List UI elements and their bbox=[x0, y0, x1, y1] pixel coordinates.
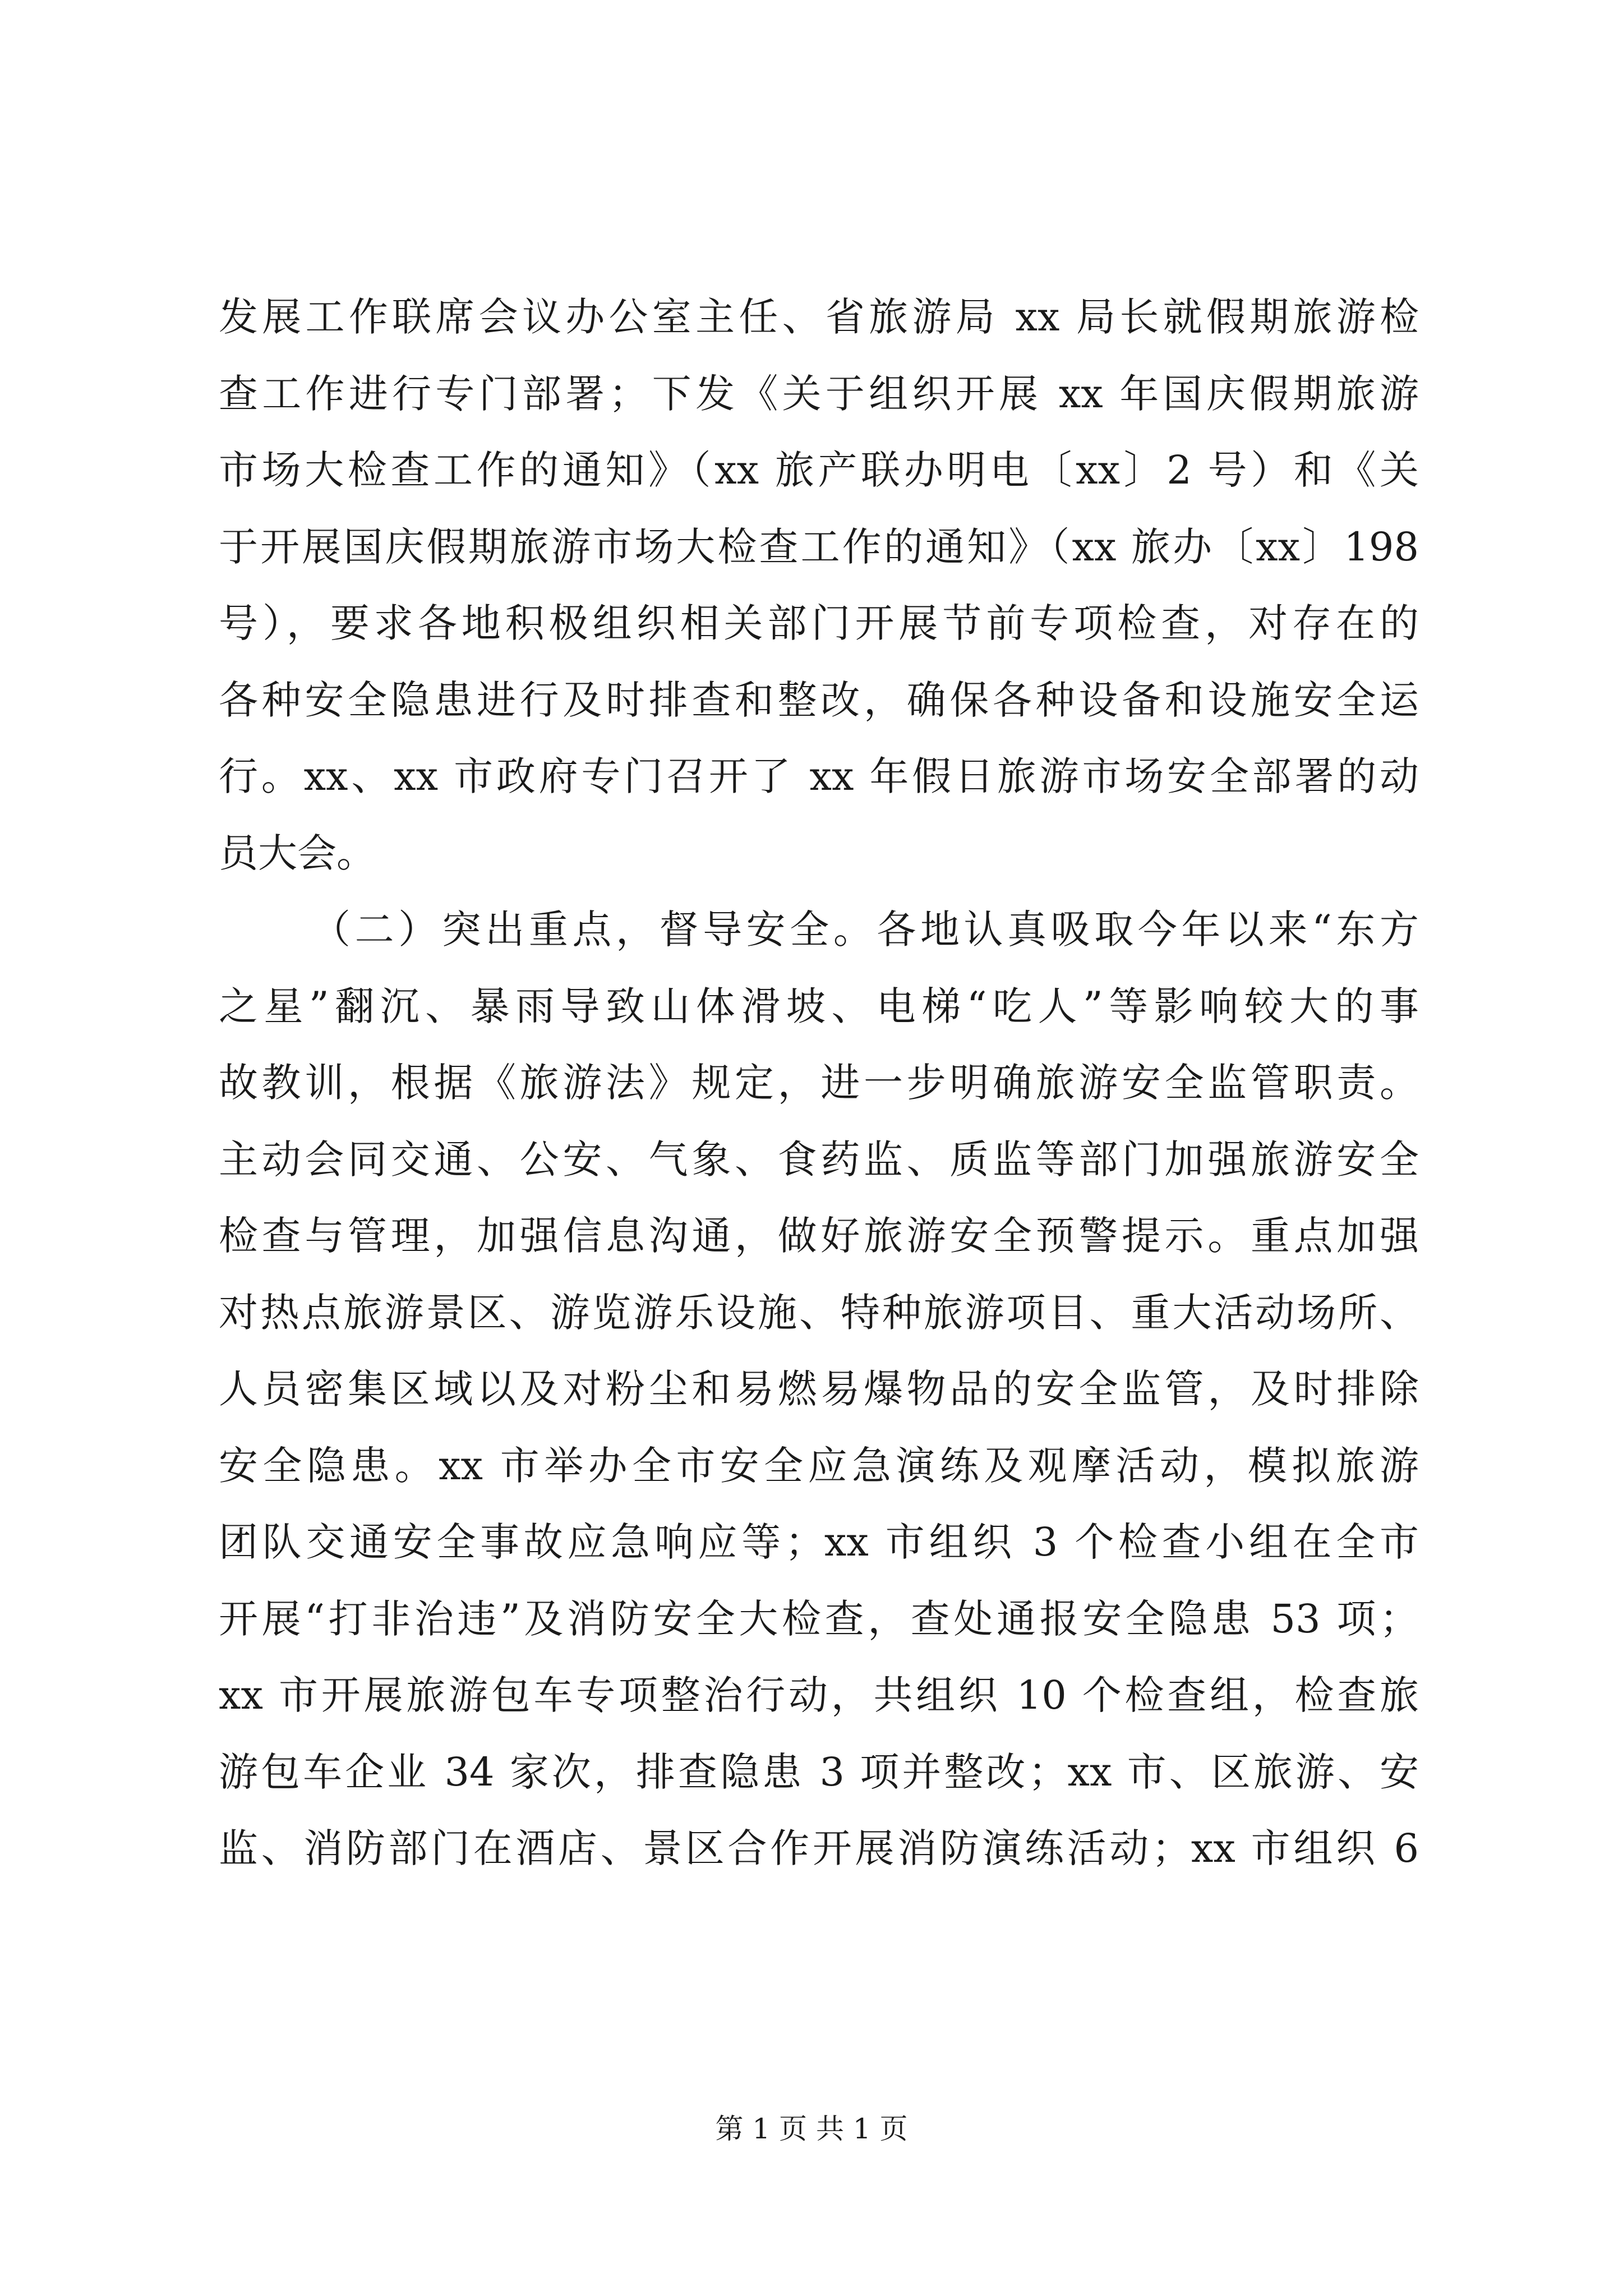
text-line: 开展“打非治违”及消防安全大检查，查处通报安全隐患 53 项； bbox=[219, 1595, 1419, 1642]
text-line: 市场大检查工作的通知》（xx 旅产联办明电〔xx〕2 号）和《关 bbox=[219, 447, 1419, 493]
text-line: 主动会同交通、公安、气象、食药监、质监等部门加强旅游安全 bbox=[219, 1136, 1419, 1182]
text-line: 发展工作联席会议办公室主任、省旅游局 xx 局长就假期旅游检 bbox=[219, 294, 1419, 340]
text-line: 号），要求各地积极组织相关部门开展节前专项检查，对存在的 bbox=[219, 600, 1419, 646]
text-line: 监、消防部门在酒店、景区合作开展消防演练活动；xx 市组织 6 bbox=[219, 1825, 1419, 1871]
body-text bbox=[219, 279, 1419, 1887]
text-line: 团队交通安全事故应急响应等；xx 市组织 3 个检查小组在全市 bbox=[219, 1519, 1419, 1565]
text-line: 于开展国庆假期旅游市场大检查工作的通知》（xx 旅办〔xx〕198 bbox=[219, 523, 1419, 570]
text-line: （二）突出重点，督导安全。各地认真吸取今年以来“东方 bbox=[311, 907, 1419, 953]
text-line: 之星”翻沉、暴雨导致山体滑坡、电梯“吃人”等影响较大的事 bbox=[219, 983, 1419, 1029]
text-line: 各种安全隐患进行及时排查和整改，确保各种设备和设施安全运 bbox=[219, 677, 1419, 723]
text-line: xx 市开展旅游包车专项整治行动，共组织 10 个检查组，检查旅 bbox=[219, 1672, 1419, 1718]
text-line: 检查与管理，加强信息沟通，做好旅游安全预警提示。重点加强 bbox=[219, 1213, 1419, 1259]
text-line: 行。xx、xx 市政府专门召开了 xx 年假日旅游市场安全部署的动 bbox=[219, 753, 1419, 799]
text-line: 安全隐患。xx 市举办全市安全应急演练及观摩活动，模拟旅游 bbox=[219, 1442, 1419, 1489]
text-line: 故教训，根据《旅游法》规定，进一步明确旅游安全监管职责。 bbox=[219, 1060, 1419, 1106]
text-line: 游包车企业 34 家次，排查隐患 3 项并整改；xx 市、区旅游、安 bbox=[219, 1749, 1419, 1795]
page-footer: 第 1 页 共 1 页 bbox=[715, 2113, 908, 2145]
text-line: 人员密集区域以及对粉尘和易燃易爆物品的安全监管，及时排除 bbox=[219, 1366, 1419, 1412]
text-line: 对热点旅游景区、游览游乐设施、特种旅游项目、重大活动场所、 bbox=[219, 1289, 1419, 1336]
text-line: 查工作进行专门部署；下发《关于组织开展 xx 年国庆假期旅游 bbox=[219, 370, 1419, 417]
text-line: 员大会。 bbox=[219, 830, 376, 876]
